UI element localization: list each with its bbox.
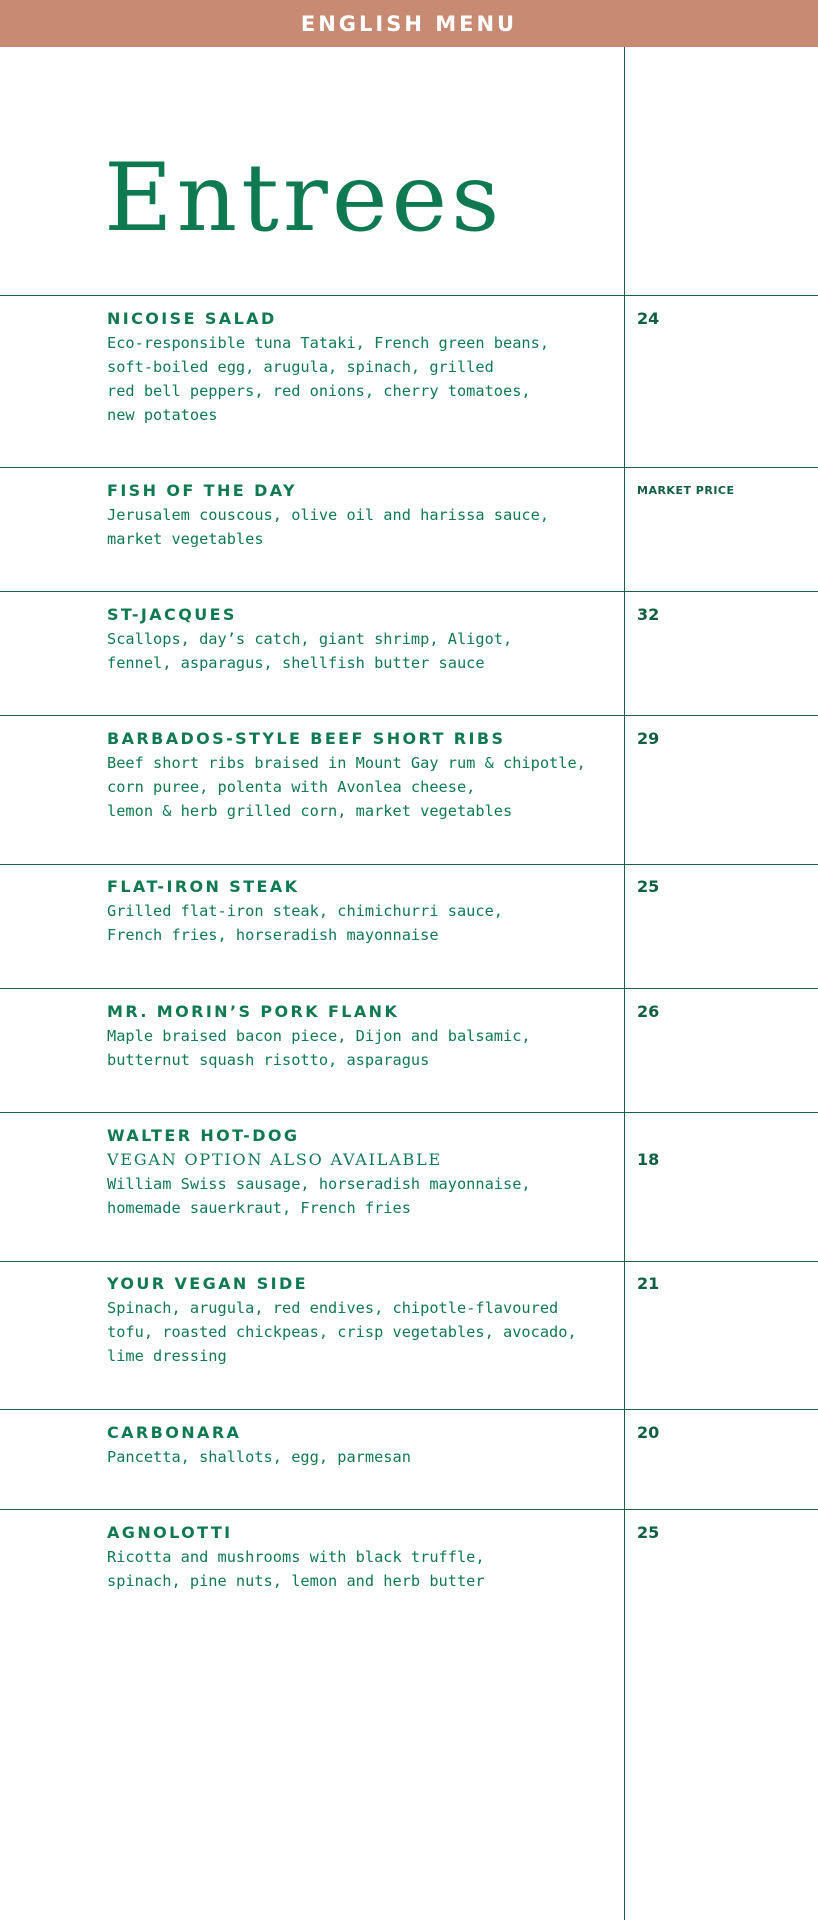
price-column-divider (624, 47, 625, 1920)
row-divider (0, 1112, 818, 1113)
menu-item-agnolotti (107, 1521, 607, 1593)
item-name: CARBONARA (107, 1423, 242, 1442)
item-price: 29 (637, 729, 660, 748)
item-name: YOUR VEGAN SIDE (107, 1274, 308, 1293)
item-price: 21 (637, 1274, 660, 1293)
menu-item-your-vegan-side (107, 1272, 607, 1368)
item-name: MR. MORIN’S PORK FLANK (107, 1002, 400, 1021)
item-price: 24 (637, 309, 660, 328)
item-description: Eco-responsible tuna Tataki, French green beans, soft-boiled egg, arugula, spinach, grilled red bell peppers, red onions, cherry tomatoes, new potatoes (107, 334, 550, 424)
item-price: 20 (637, 1423, 660, 1442)
row-divider (0, 1509, 818, 1510)
item-description: Beef short ribs braised in Mount Gay rum & chipotle, corn puree, polenta with Avonlea cheese, lemon & herb grilled corn, market vegetables (107, 754, 586, 820)
item-description: William Swiss sausage, horseradish mayonnaise, homemade sauerkraut, French fries (107, 1175, 531, 1217)
menu-language-title: ENGLISH MENU (300, 11, 518, 36)
row-divider (0, 591, 818, 592)
item-name: ST-JACQUES (107, 605, 237, 624)
item-name: BARBADOS-STYLE BEEF SHORT RIBS (107, 729, 506, 748)
row-divider (0, 467, 818, 468)
item-price: MARKET PRICE (637, 484, 735, 497)
header-bar (0, 0, 818, 47)
row-divider (0, 715, 818, 716)
menu-item-walter-hot-dog (107, 1124, 607, 1220)
item-name: WALTER HOT-DOG (107, 1126, 300, 1145)
item-price: 25 (637, 1523, 660, 1542)
menu-item-fish-of-the-day (107, 479, 607, 551)
item-description: Ricotta and mushrooms with black truffle, spinach, pine nuts, lemon and herb butter (107, 1548, 485, 1590)
item-name: FISH OF THE DAY (107, 481, 297, 500)
menu-item-beef-short-ribs (107, 727, 607, 823)
item-option-note: VEGAN OPTION ALSO AVAILABLE (107, 1150, 443, 1169)
row-divider (0, 1261, 818, 1262)
item-name: AGNOLOTTI (107, 1523, 233, 1542)
item-description: Spinach, arugula, red endives, chipotle-flavoured tofu, roasted chickpeas, crisp vegetables, avocado, lime dressing (107, 1299, 577, 1365)
row-divider (0, 1409, 818, 1410)
item-description: Grilled flat-iron steak, chimichurri sauce, French fries, horseradish mayonnaise (107, 902, 504, 944)
item-description: Maple braised bacon piece, Dijon and balsamic, butternut squash risotto, asparagus (107, 1027, 531, 1069)
item-price: 25 (637, 877, 660, 896)
item-description: Scallops, day’s catch, giant shrimp, Aligot, fennel, asparagus, shellfish butter sauce (107, 630, 513, 672)
item-price: 26 (637, 1002, 660, 1021)
item-description: Pancetta, shallots, egg, parmesan (107, 1448, 411, 1466)
item-description: Jerusalem couscous, olive oil and harissa sauce, market vegetables (107, 506, 550, 548)
menu-item-pork-flank (107, 1000, 607, 1072)
row-divider (0, 295, 818, 296)
item-name: NICOISE SALAD (107, 309, 277, 328)
section-title: Entrees (104, 144, 504, 253)
item-price: 32 (637, 605, 660, 624)
row-divider (0, 988, 818, 989)
item-price: 18 (637, 1150, 660, 1169)
menu-item-flat-iron-steak (107, 875, 607, 947)
menu-item-nicoise-salad (107, 307, 607, 427)
item-name: FLAT-IRON STEAK (107, 877, 300, 896)
row-divider (0, 864, 818, 865)
menu-item-st-jacques (107, 603, 607, 675)
menu-item-carbonara (107, 1421, 607, 1469)
